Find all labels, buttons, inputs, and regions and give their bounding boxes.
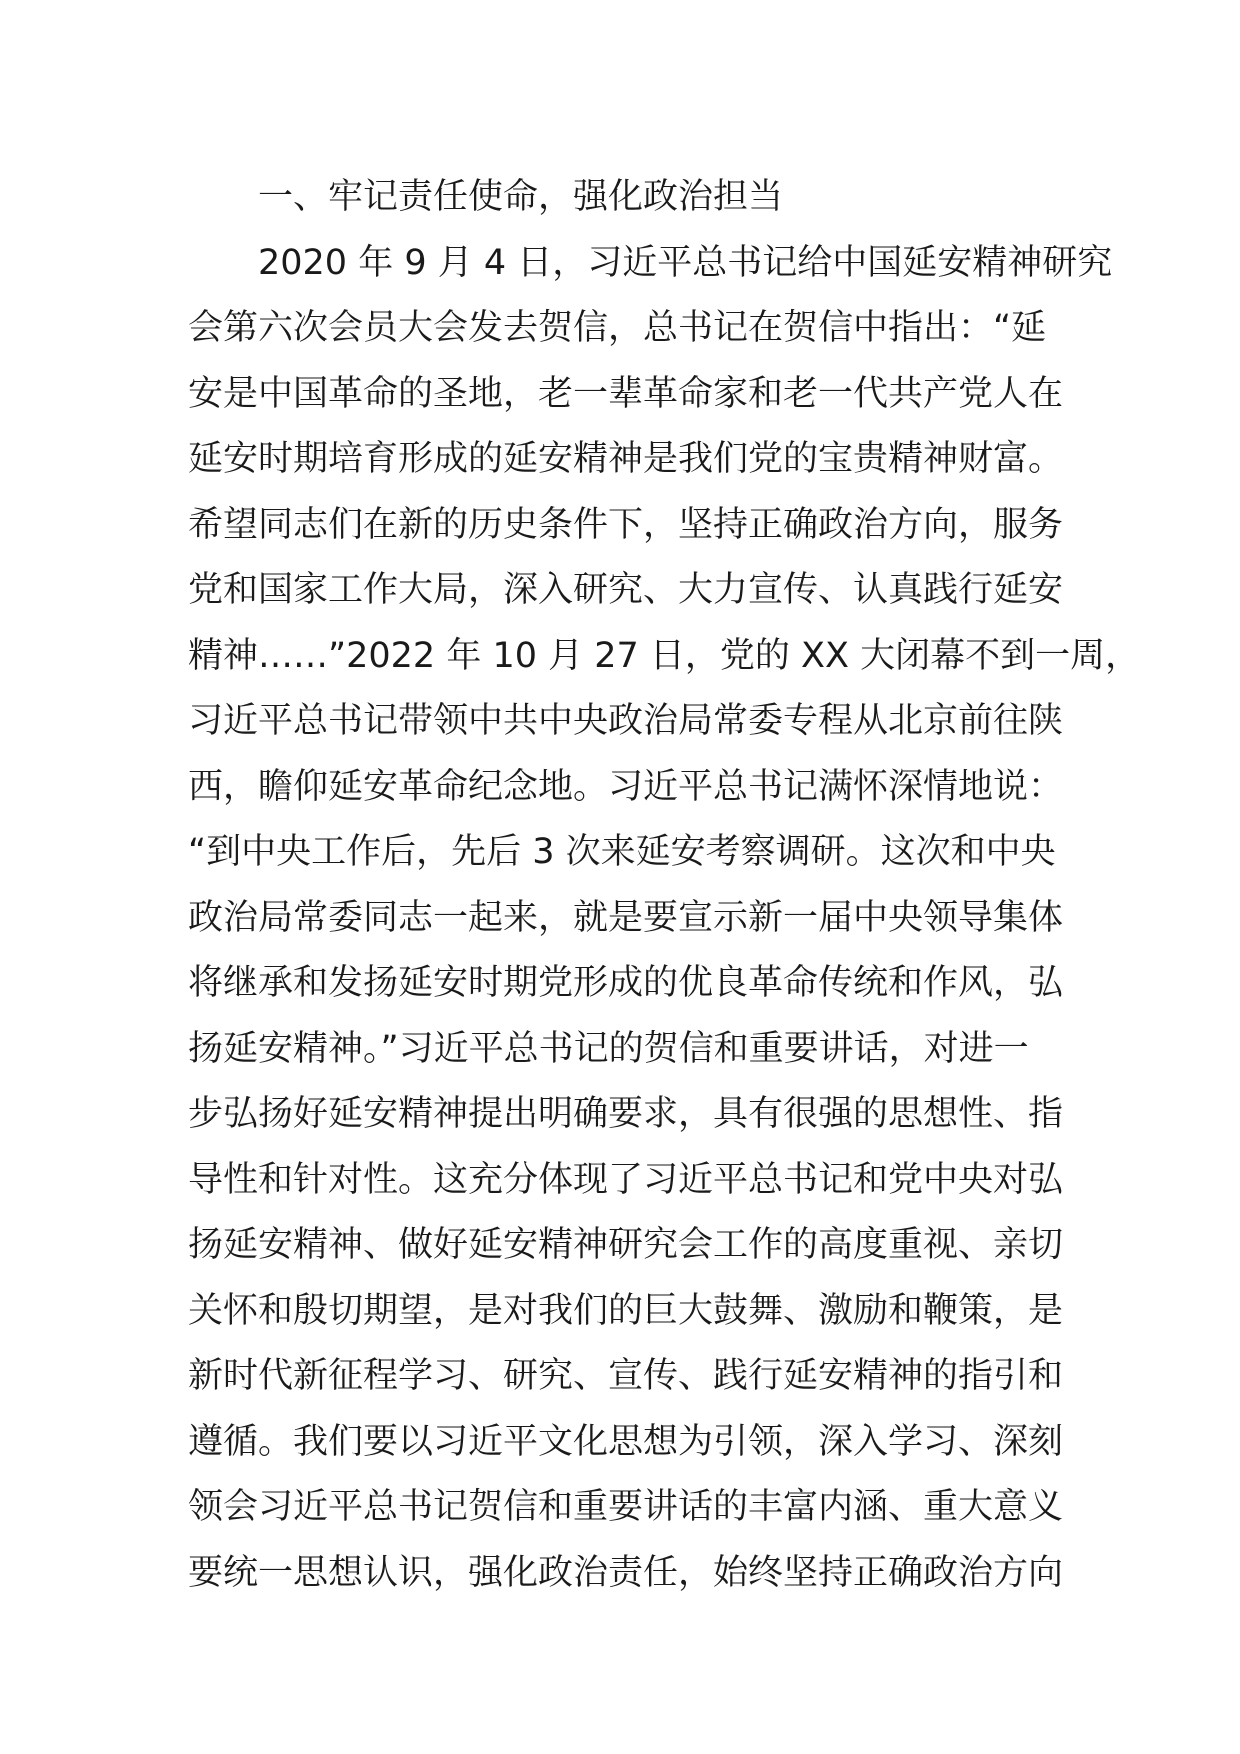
paragraph-line: 会第六次会员大会发去贺信，总书记在贺信中指出：“延 — [188, 308, 1047, 348]
section-heading: 一、牢记责任使命，强化政治担当 — [258, 177, 784, 217]
paragraph-line: 2020 年 9 月 4 日，习近平总书记给中国延安精神研究 — [258, 242, 1113, 283]
document-body — [188, 165, 1141, 1606]
paragraph-line: 政治局常委同志一起来，就是要宣示新一届中央领导集体 — [188, 897, 1064, 938]
paragraph-line: 遵循。我们要以习近平文化思想为引领，深入学习、深刻 — [188, 1421, 1064, 1462]
paragraph-line: 西，瞻仰延安革命纪念地。习近平总书记满怀深情地说： — [188, 766, 1064, 807]
paragraph-line: 精神……”2022 年 10 月 27 日，党的 XX 大闭幕不到一周， — [188, 635, 1141, 676]
paragraph-line: 安是中国革命的圣地，老一辈革命家和老一代共产党人在 — [188, 373, 1064, 414]
paragraph-line: 新时代新征程学习、研究、宣传、践行延安精神的指引和 — [188, 1356, 1064, 1396]
paragraph-line: 领会习近平总书记贺信和重要讲话的丰富内涵、重大意义 — [188, 1487, 1064, 1527]
paragraph-line: 扬延安精神。”习近平总书记的贺信和重要讲话，对进一 — [188, 1028, 1029, 1069]
paragraph-line: 关怀和殷切期望，是对我们的巨大鼓舞、激励和鞭策，是 — [188, 1290, 1064, 1331]
paragraph-line: 将继承和发扬延安时期党形成的优良革命传统和作风，弘 — [188, 963, 1064, 1003]
paragraph-line: 希望同志们在新的历史条件下，坚持正确政治方向，服务 — [188, 504, 1064, 545]
paragraph-line: 习近平总书记带领中共中央政治局常委专程从北京前往陕 — [188, 701, 1064, 741]
paragraph-line: 导性和针对性。这充分体现了习近平总书记和党中央对弘 — [188, 1159, 1064, 1200]
paragraph-line: 扬延安精神、做好延安精神研究会工作的高度重视、亲切 — [188, 1225, 1064, 1265]
paragraph-line: 延安时期培育形成的延安精神是我们党的宝贵精神财富。 — [188, 439, 1064, 479]
paragraph-line: “到中央工作后，先后 3 次来延安考察调研。这次和中央 — [188, 832, 1056, 872]
paragraph-line: 要统一思想认识，强化政治责任，始终坚持正确政治方向 — [188, 1552, 1064, 1593]
paragraph-line: 步弘扬好延安精神提出明确要求，具有很强的思想性、指 — [188, 1094, 1064, 1134]
paragraph-line: 党和国家工作大局，深入研究、大力宣传、认真践行延安 — [188, 570, 1064, 610]
